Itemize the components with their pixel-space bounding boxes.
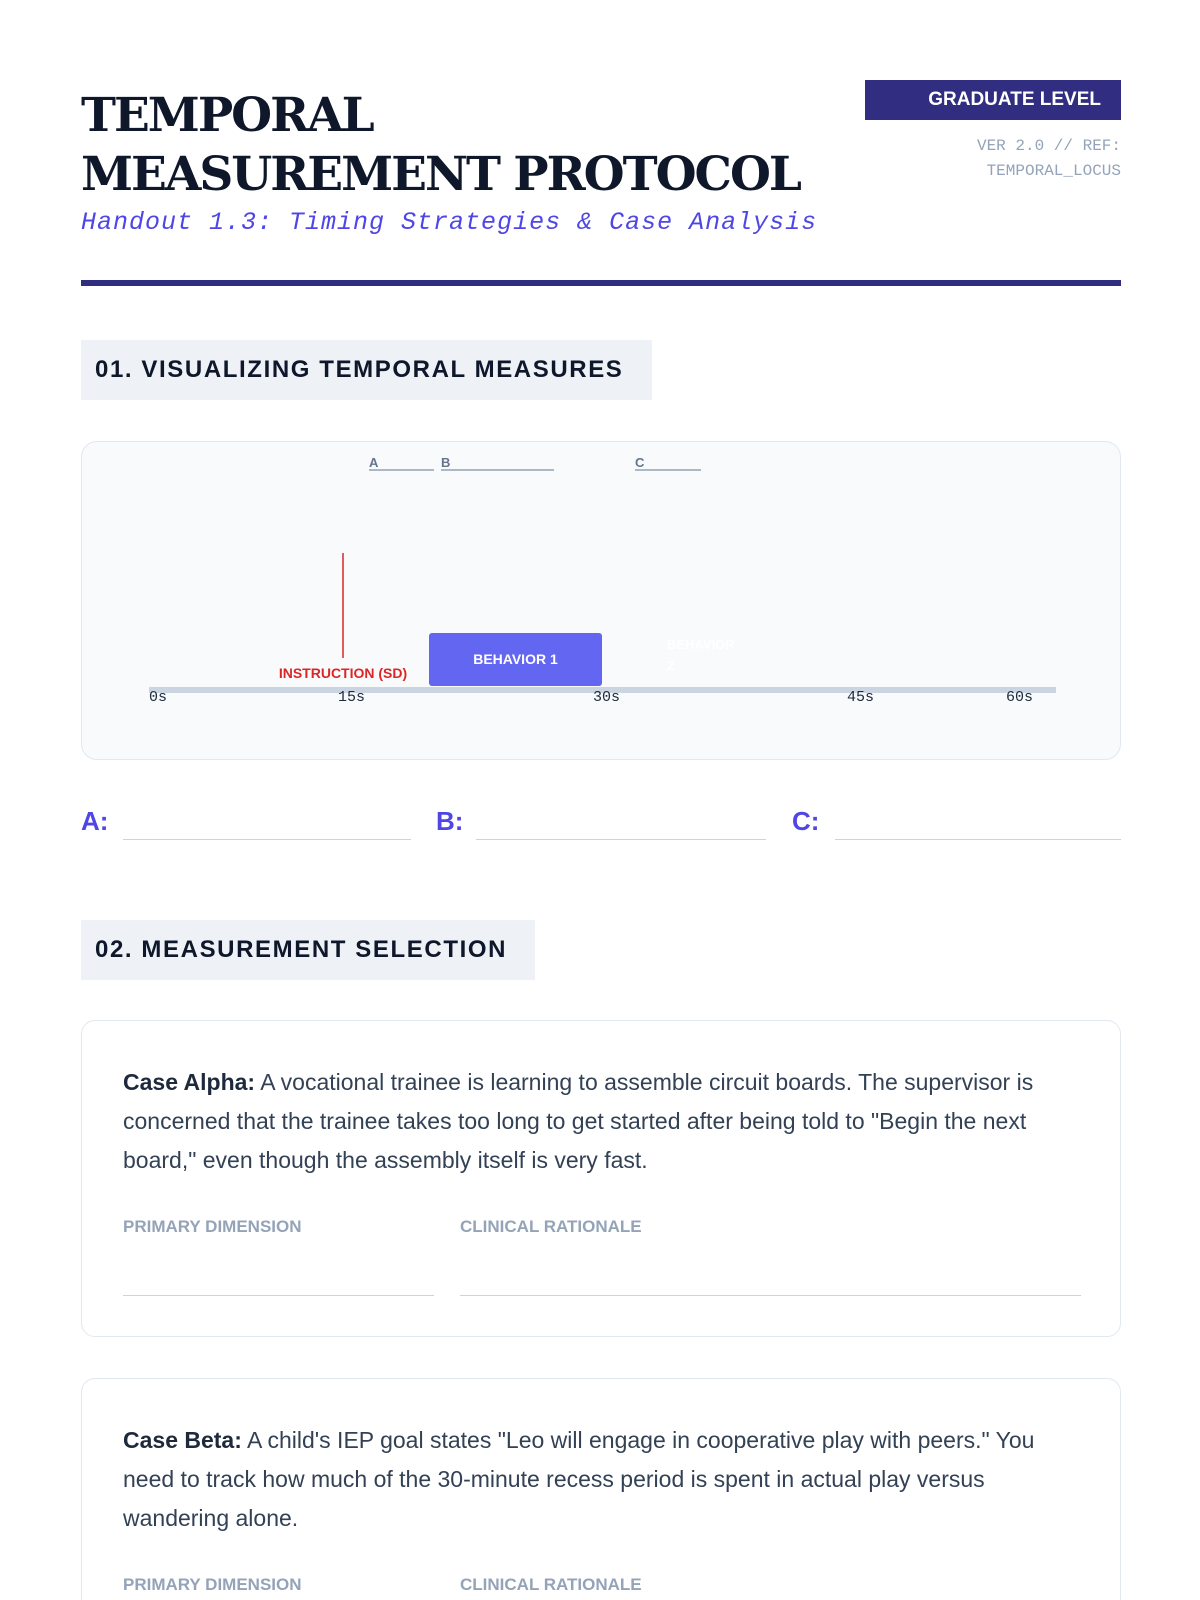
clinical-rationale-label: CLINICAL RATIONALE xyxy=(460,1575,642,1594)
blank-a-label: A: xyxy=(81,806,109,836)
primary-dimension-label: PRIMARY DIMENSION xyxy=(123,1575,302,1594)
timeline-diagram xyxy=(82,442,1122,761)
blank-a-line[interactable] xyxy=(123,839,411,840)
case-alpha-name: Case Alpha: xyxy=(123,1069,256,1095)
clinical-rationale-field[interactable] xyxy=(460,1295,1081,1296)
tick-label: 45s xyxy=(847,689,875,706)
case-alpha-description: A vocational trainee is learning to assemble circuit boards. The supervisor is concerned that the trainee takes too long to get started after being told to "Begin the next board," even though the assembly itself is very fast. xyxy=(123,1069,1034,1173)
page-title: TEMPORAL MEASUREMENT PROTOCOL xyxy=(81,88,800,202)
header-divider xyxy=(81,280,1121,286)
blank-b xyxy=(436,800,766,844)
page-subtitle: Handout 1.3: Timing Strategies & Case Analysis xyxy=(81,208,818,237)
blank-b-line[interactable] xyxy=(476,839,766,840)
tick-label: 30s xyxy=(593,689,621,706)
bracket-a-label: A xyxy=(369,455,379,470)
primary-dimension-label: PRIMARY DIMENSION xyxy=(123,1217,302,1236)
section-heading-visualizing: 01. VISUALIZING TEMPORAL MEASURES xyxy=(81,340,652,400)
primary-dimension-field[interactable] xyxy=(123,1295,434,1296)
instruction-label: INSTRUCTION (SD) xyxy=(278,665,408,681)
bracket-b-label: B xyxy=(441,455,451,470)
tick-label: 15s xyxy=(338,689,366,706)
handout-page xyxy=(81,0,1121,1600)
version-ref xyxy=(901,134,1121,184)
behavior-2-label: BEHAVIOR 2 xyxy=(667,637,735,673)
bracket-b xyxy=(441,455,554,470)
version-line: VER 2.0 // REF: xyxy=(976,137,1121,155)
bracket-c-label: C xyxy=(635,455,645,470)
case-beta-description: A child's IEP goal states "Leo will engage in cooperative play with peers." You need to track how much of the 30-minute recess period is spent in actual play versus wandering alone. xyxy=(123,1427,1035,1531)
case-alpha-text xyxy=(123,1063,1083,1180)
section-heading-measurement-selection: 02. MEASUREMENT SELECTION xyxy=(81,920,535,980)
tick-label: 0s xyxy=(149,689,168,706)
blank-c-label: C: xyxy=(792,806,820,836)
bracket-c xyxy=(635,455,701,470)
blank-b-label: B: xyxy=(436,806,464,836)
answer-blanks xyxy=(81,800,1121,844)
case-card-alpha xyxy=(81,1020,1121,1337)
blank-c-line[interactable] xyxy=(835,839,1121,840)
level-badge: GRADUATE LEVEL xyxy=(865,80,1121,120)
tick-label: 60s xyxy=(1006,689,1034,706)
case-card-beta xyxy=(81,1378,1121,1600)
blank-c xyxy=(792,800,1121,844)
blank-a xyxy=(81,800,411,844)
bracket-a xyxy=(369,455,434,470)
behavior-1-label: BEHAVIOR 1 xyxy=(473,651,558,667)
timeline-panel xyxy=(81,441,1121,760)
case-beta-name: Case Beta: xyxy=(123,1427,242,1453)
case-beta-text xyxy=(123,1421,1083,1538)
ref-line: TEMPORAL_LOCUS xyxy=(986,162,1121,180)
clinical-rationale-label: CLINICAL RATIONALE xyxy=(460,1217,642,1236)
